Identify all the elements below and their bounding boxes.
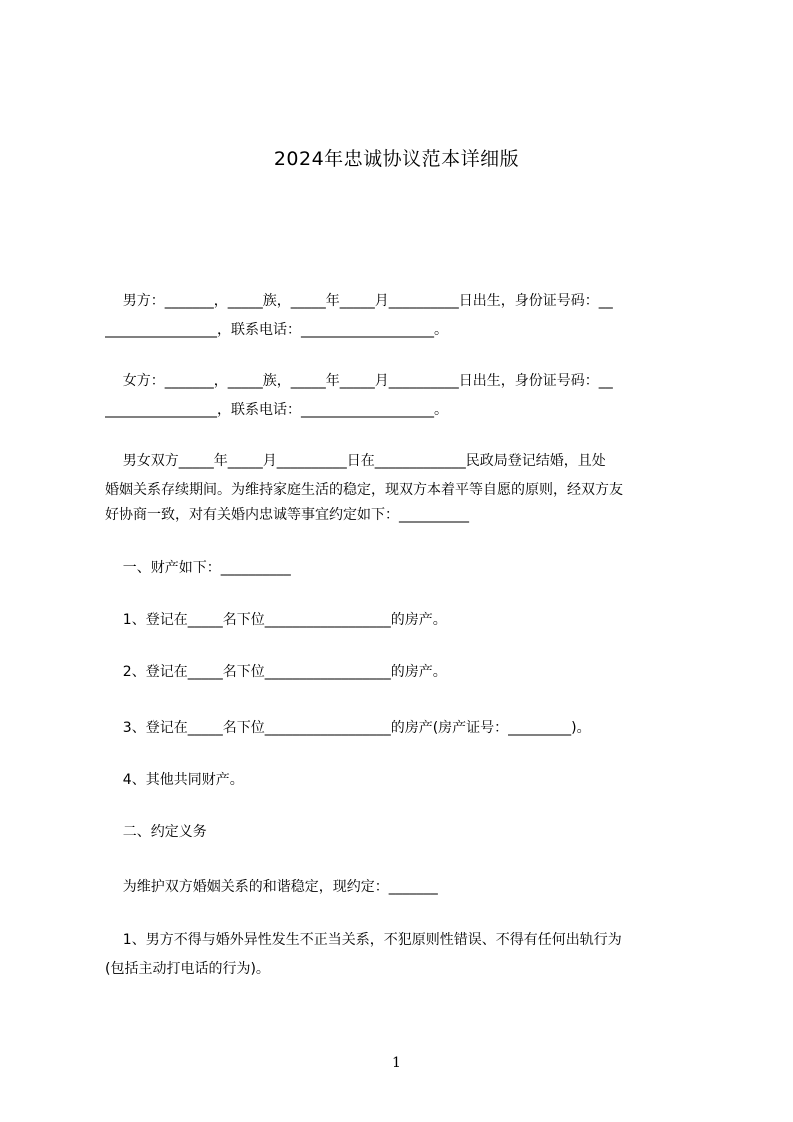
- duty-1-line-1: 1、男方不得与婚外异性发生不正当关系，不犯原则性错误、不得有任何出轨行为: [105, 932, 622, 948]
- document-title: 2024年忠诚协议范本详细版: [273, 148, 520, 170]
- property-item-3: 3、登记在_____名下位__________________的房产(房产证号：_________)。: [105, 720, 591, 736]
- property-item-2: 2、登记在_____名下位__________________的房产。: [105, 664, 447, 680]
- marriage-line-3: 好协商一致，对有关婚内忠诚等事宜约定如下：__________: [105, 507, 469, 523]
- female-info-line-1: 女方：_______，_____族，_____年_____月__________日出生，身份证号码：__: [105, 373, 613, 389]
- property-item-4: 4、其他共同财产。: [105, 772, 244, 788]
- section-2-heading: 二、约定义务: [105, 824, 207, 840]
- marriage-line-1: 男女双方_____年_____月__________日在_____________民政局登记结婚，且处: [105, 453, 606, 469]
- duty-1-line-2: (包括主动打电话的行为)。: [105, 961, 270, 977]
- female-info-line-2: ________________，联系电话：___________________。: [105, 402, 448, 418]
- male-info-line-1: 男方：_______，_____族，_____年_____月__________日出生，身份证号码：__: [105, 293, 613, 309]
- page-number: 1: [392, 1055, 401, 1071]
- property-item-1: 1、登记在_____名下位__________________的房产。: [105, 612, 447, 628]
- section-1-heading: 一、财产如下：__________: [105, 560, 291, 576]
- male-info-line-2: ________________，联系电话：___________________。: [105, 322, 448, 338]
- agreement-intro: 为维护双方婚姻关系的和谐稳定，现约定：_______: [105, 879, 438, 895]
- marriage-line-2: 婚姻关系存续期间。为维持家庭生活的稳定，现双方本着平等自愿的原则，经双方友: [105, 482, 623, 498]
